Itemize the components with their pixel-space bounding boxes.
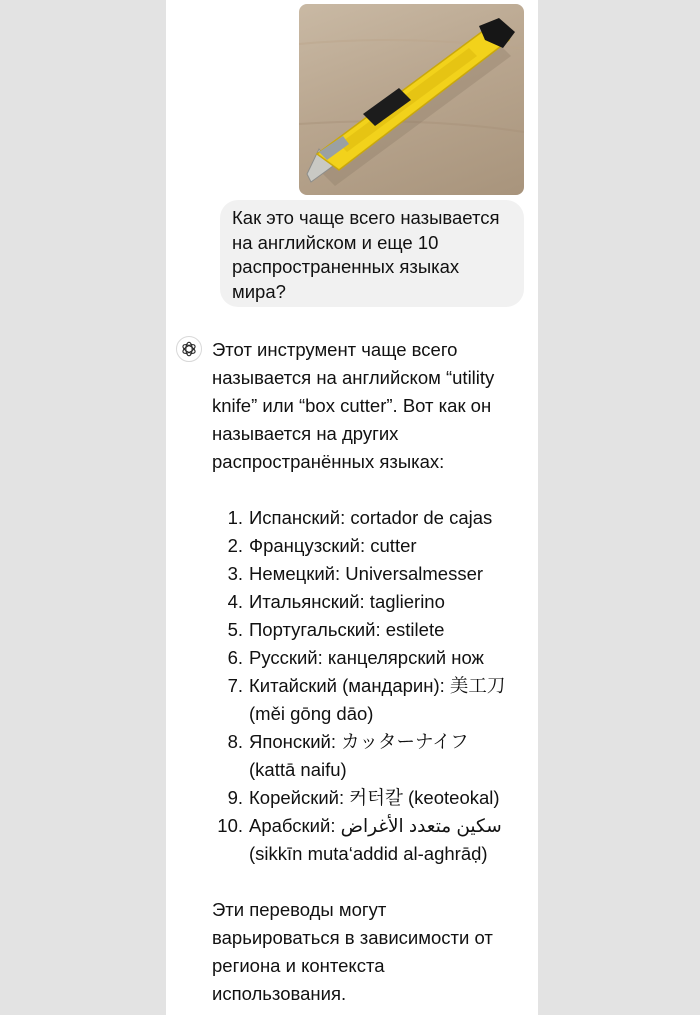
list-number: 10. [217, 815, 243, 836]
list-item-text: Французский: cutter [249, 535, 417, 556]
list-item-text: Испанский: cortador de cajas [249, 507, 493, 528]
list-number: 3. [227, 563, 243, 584]
list-number: 4. [227, 591, 243, 612]
list-item [212, 784, 532, 812]
list-item [212, 560, 532, 588]
list-number: 1. [227, 507, 243, 528]
user-message-bubble: Как это чаще всего называется на английском и еще 10 распространенных языках мира? [220, 200, 524, 307]
assistant-avatar [176, 336, 202, 362]
list-number: 6. [227, 647, 243, 668]
list-item-text: Немецкий: Universalmesser [249, 563, 484, 584]
list-item [212, 728, 532, 784]
list-item-transliteration: (měi gōng dāo) [249, 703, 374, 724]
list-item-text: Японский: カッターナイフ [249, 731, 469, 752]
list-item-text: Португальский: estilete [249, 619, 445, 640]
list-item [212, 588, 532, 616]
list-item [212, 812, 532, 868]
utility-knife-image [299, 4, 524, 195]
list-item [212, 532, 532, 560]
list-item-text: Корейский: 커터칼 (keoteokal) [249, 787, 500, 808]
list-number: 8. [227, 731, 243, 752]
list-item [212, 672, 532, 728]
list-item-text: Китайский (мандарин): 美工刀 [249, 675, 506, 696]
assistant-intro-text: Этот инструмент чаще всего называется на английском “utility knife” или “box cutter”. Вот как он называется на других распространённых языках: [212, 339, 495, 472]
list-item-transliteration: (sikkīn muta‘addid al-aghrāḍ) [249, 843, 488, 864]
list-number: 2. [227, 535, 243, 556]
list-item-text: Арабский: سكين متعدد الأغراض [249, 815, 502, 836]
list-item [212, 616, 532, 644]
list-number: 5. [227, 619, 243, 640]
list-item-text: Русский: канцелярский нож [249, 647, 484, 668]
assistant-outro-text: Эти переводы могут варьироваться в зависимости от региона и контекста использования. [212, 899, 493, 1004]
openai-logo-icon [180, 340, 198, 358]
list-item-text: Итальянский: taglierino [249, 591, 445, 612]
attached-photo-utility-knife[interactable] [299, 4, 524, 195]
list-item [212, 504, 532, 532]
list-item [212, 644, 532, 672]
list-item-transliteration: (kattā naifu) [249, 759, 347, 780]
translations-list [212, 504, 532, 868]
list-number: 9. [227, 787, 243, 808]
list-number: 7. [227, 675, 243, 696]
